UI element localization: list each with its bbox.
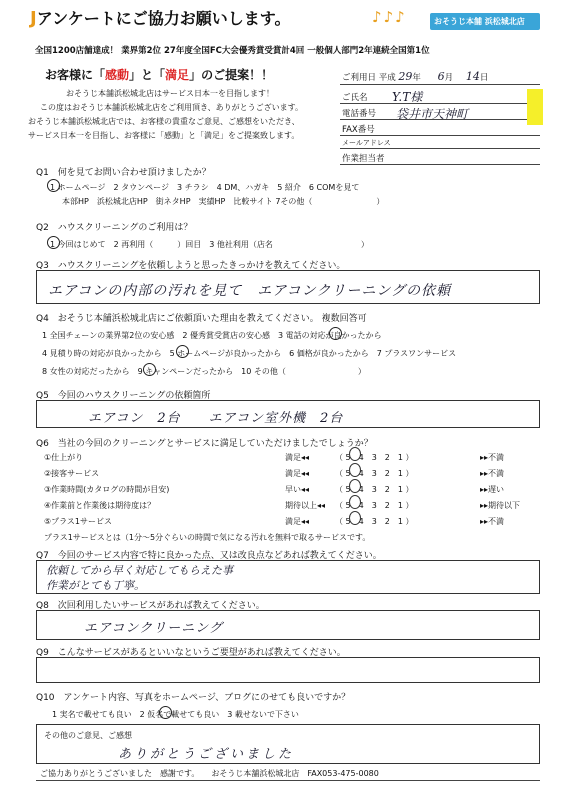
q8-title: Q8 次回利用したいサービスがあれば教えてください。 xyxy=(36,601,265,611)
intro-line-2: この度はおそうじ本舗浜松城北店をご利用頂き、ありがとうございます。 xyxy=(40,103,304,112)
q6-row-2-right: ▸▸不満 xyxy=(480,469,505,478)
q6-row-3-label: ③作業時間(カタログの時間が目安) xyxy=(44,485,170,494)
q3-title: Q3 ハウスクリーニングを依頼しようと思ったきっかけを教えてください。 xyxy=(36,261,346,271)
q9-answer-box xyxy=(36,657,540,683)
q2-options: 1 今回はじめて 2 再利用（ ）回目 3 他社利用（店名 ） xyxy=(50,240,369,249)
survey-title: Jアンケートにご協力お願いします。 xyxy=(30,8,291,29)
q10-title: Q10 アンケート内容、写真をホームページ、ブログにのせても良いですか？ xyxy=(36,693,351,703)
phone-row: 電話番号 袋井市天神町 xyxy=(340,104,540,120)
q2-title: Q2 ハウスクリーニングのご利用は？ xyxy=(36,223,193,233)
q8-answer: エアコンクリーニング xyxy=(84,621,223,636)
q6-row-2-selection xyxy=(349,463,361,477)
q6-title: Q6 当社の今回のクリーニングとサービスに満足していただけましたでしょうか？ xyxy=(36,439,373,449)
q1-sub-options: 本部HP 浜松城北店HP 街ネタHP 実績HP 比較サイト 7その他（ ） xyxy=(62,197,385,206)
q4-selection-circle-9 xyxy=(143,363,156,376)
music-notes-icon: ♪♪♪ xyxy=(372,8,407,26)
footer-text: ご協力ありがとうございました 感謝です。 おそうじ本舗浜松城北店 FAX053-475-0080 xyxy=(40,769,379,778)
q4-selection-circle-5 xyxy=(176,345,189,358)
q1-title: Q1 何を見てお問い合わせ頂けましたか？ xyxy=(36,168,211,178)
customer-info-table xyxy=(340,88,540,165)
mail-row: メールアドレス xyxy=(340,136,540,149)
q6-row-2-scale: （ 5 4 3 2 1 ） xyxy=(335,469,414,478)
q4-line-1: 1 全国チェーンの業界第2位の安心感 2 優秀賞受賞店の安心感 3 電話の対応が良かったから xyxy=(42,331,382,340)
q7-title: Q7 今回のサービス内容で特に良かった点、又は改良点などあれば教えてください。 xyxy=(36,551,382,561)
q6-row-5-selection xyxy=(349,511,361,525)
q3-answer: エアコンの内部の汚れを見て エアコンクリーニングの依頼 xyxy=(48,283,452,299)
q7-answer-line-2: 作業がとても丁寧。 xyxy=(46,579,145,592)
q6-footnote: プラス1サービスとは（1分〜5分ぐらいの時間で気になる汚れを無料で取るサービスです。 xyxy=(44,533,371,542)
q10-selection-circle xyxy=(159,706,172,719)
q10-other-label: その他のご意見、ご感想 xyxy=(44,731,132,740)
q7-answer-line-1: 依頼してから早く対応してもらえた事 xyxy=(46,564,233,577)
q2-selection-circle xyxy=(47,236,60,249)
q5-title: Q5 今回のハウスクリーニングの依頼箇所 xyxy=(36,391,211,401)
q6-row-5-left: 満足◂◂ xyxy=(285,517,310,526)
intro-line-4: サービス日本一を目指し、お客様に「感動」と「満足」をご提案致します。 xyxy=(28,131,300,140)
q6-row-5-right: ▸▸不満 xyxy=(480,517,505,526)
fax-row: FAX番号 xyxy=(340,120,540,136)
q1-selection-circle xyxy=(47,179,60,192)
address-value: 袋井市天神町 xyxy=(396,107,469,121)
q6-row-4-selection xyxy=(349,495,361,509)
q6-row-4-scale: （ 5 4 3 2 1 ） xyxy=(335,501,414,510)
awards-line: 全国1200店舗達成！ 業界第2位 27年度全国FC大会優秀賞受賞計4回 一般個人部門2年連続全国第1位 xyxy=(35,46,430,56)
name-value: Y.T様 xyxy=(392,90,423,104)
q6-row-2-label: ②接客サービス xyxy=(44,469,100,478)
redaction-highlight xyxy=(527,89,543,125)
company-logo: おそうじ本舗 浜松城北店 xyxy=(430,13,540,30)
q10-options: 1 実名で載せても良い 2 仮名で載せても良い 3 載せないで下さい xyxy=(52,710,299,719)
staff-row: 作業担当者 xyxy=(340,149,540,165)
q6-row-1-right: ▸▸不満 xyxy=(480,453,505,462)
q6-row-1-label: ①仕上がり xyxy=(44,453,84,462)
q6-row-4-left: 期待以上◂◂ xyxy=(285,501,326,510)
name-row: ご氏名 Y.T様 xyxy=(340,88,540,104)
q9-title: Q9 こんなサービスがあるといいなというご要望があれば教えてください。 xyxy=(36,648,346,658)
q6-row-1-scale: （ 5 4 3 2 1 ） xyxy=(335,453,414,462)
q6-row-2-left: 満足◂◂ xyxy=(285,469,310,478)
q6-row-1-left: 満足◂◂ xyxy=(285,453,310,462)
q6-row-3-selection xyxy=(349,479,361,493)
q6-row-3-left: 早い◂◂ xyxy=(285,485,310,494)
q4-title: Q4 おそうじ本舗浜松城北店にご依頼頂いた理由を教えてください。 複数回答可 xyxy=(36,314,367,324)
q5-answer: エアコン 2台 エアコン室外機 2台 xyxy=(88,411,344,426)
q6-row-4-right: ▸▸期待以下 xyxy=(480,501,521,510)
q6-row-5-scale: （ 5 4 3 2 1 ） xyxy=(335,517,414,526)
q1-options: 1 ホームページ 2 タウンページ 3 チラシ 4 DM、ハガキ 5 紹介 6 COMを見て xyxy=(50,183,360,192)
q4-line-3: 8 女性の対応だったから 9 キャンペーンだったから 10 その他（ ） xyxy=(42,367,366,376)
intro-line-3: おそうじ本舗浜松城北店では、お客様の貴重なご意見、ご感想をいただき、 xyxy=(28,117,300,126)
proposal-heading: お客様に「感動」と「満足」のご提案！！ xyxy=(45,68,274,82)
q4-selection-circle-3 xyxy=(329,327,342,340)
q6-row-3-right: ▸▸遅い xyxy=(480,485,505,494)
intro-line-1: おそうじ本舗浜松城北店はサービス日本一を目指します！ xyxy=(66,89,274,98)
q6-row-5-label: ⑤プラス1サービス xyxy=(44,517,113,526)
q6-row-1-selection xyxy=(349,447,361,461)
date-row: ご利用日 平成 29年 6月 14日 xyxy=(342,70,489,83)
q6-row-3-scale: （ 5 4 3 2 1 ） xyxy=(335,485,414,494)
q4-line-2: 4 見積り時の対応が良かったから 5 ホームページが良かったから 6 価格が良かったから 7 プラスワンサービス xyxy=(42,349,457,358)
q10-other-answer: ありがとうございました xyxy=(118,747,295,762)
q6-row-4-label: ④作業前と作業後は期待度は？ xyxy=(44,501,156,510)
